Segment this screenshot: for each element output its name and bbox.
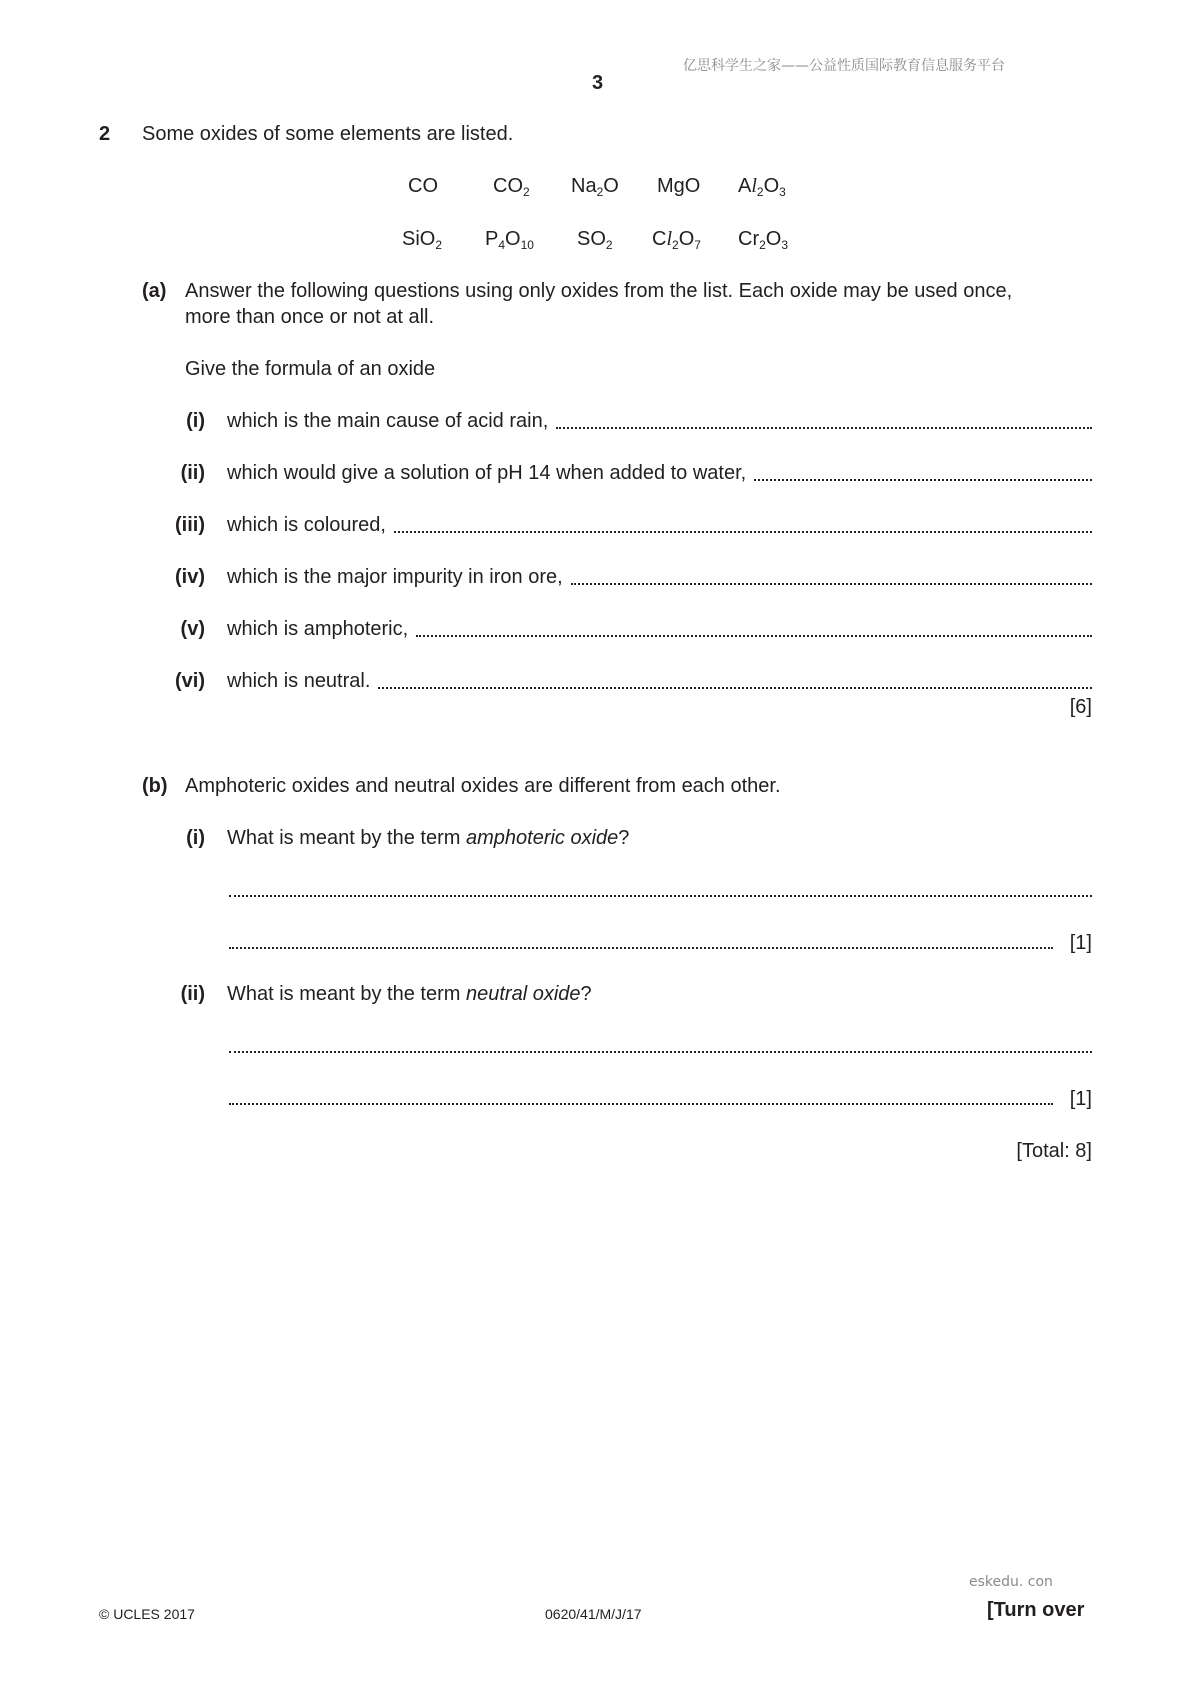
turn-over: [Turn over	[987, 1599, 1085, 1621]
oxide-p4o10: $P_4O_{10}$	[485, 228, 534, 252]
oxide-mgo: MgO	[657, 175, 701, 197]
oxide-so2: $SO_2$	[577, 228, 613, 252]
oxide-cr2o3: $Cr_2O_3$	[738, 228, 789, 252]
oxide-cl2o7: $Cl_2O_7$	[652, 228, 701, 252]
part-b-stem: Amphoteric oxides and neutral oxides are different from each other.	[185, 775, 781, 797]
answer-line[interactable]	[394, 531, 1092, 533]
item-text: which is the major impurity in iron ore,	[227, 566, 563, 588]
item-text: which is coloured,	[227, 514, 386, 536]
part-a-instruction-line2: more than once or not at all.	[185, 306, 435, 328]
answer-row-ii	[227, 461, 1092, 485]
answer-line[interactable]	[556, 427, 1092, 429]
oxide-co: CO	[408, 175, 438, 197]
answer-line[interactable]	[229, 947, 1053, 949]
item-number: (ii)	[180, 983, 205, 1005]
question-number: 2	[99, 123, 111, 145]
answer-row-iv	[227, 565, 1092, 589]
part-a-label: (a)	[142, 280, 167, 302]
item-text: which is neutral.	[227, 670, 371, 692]
page-number: 3	[592, 72, 604, 94]
oxide-na2o: $Na_2O$	[571, 175, 619, 199]
item-number: (i)	[186, 410, 205, 432]
item-number: (v)	[180, 618, 205, 640]
item-number: (vi)	[175, 670, 205, 692]
answer-line[interactable]	[229, 895, 1092, 897]
item-text: which is amphoteric,	[227, 618, 409, 640]
header-watermark: 亿思科学生之家——公益性质国际教育信息服务平台	[683, 58, 1005, 74]
oxide-al2o3: $Al_2O_3$	[738, 175, 786, 199]
part-a-marks: [6]	[1069, 696, 1092, 718]
item-text: which is the main cause of acid rain,	[227, 410, 549, 432]
question-stem: Some oxides of some elements are listed.	[142, 123, 514, 145]
item-number: (iv)	[175, 566, 205, 588]
answer-line[interactable]	[229, 1051, 1092, 1053]
part-b-i-marks: [1]	[1069, 932, 1092, 954]
total-marks: [Total: 8]	[1016, 1140, 1092, 1162]
oxide-co2: $CO_2$	[493, 175, 530, 199]
footer-code: 0620/41/M/J/17	[545, 1606, 642, 1622]
answer-line[interactable]	[378, 687, 1092, 689]
footer-copyright: © UCLES 2017	[99, 1606, 195, 1622]
answer-line[interactable]	[416, 635, 1092, 637]
answer-line[interactable]	[571, 583, 1092, 585]
footer-site: eskedu. con	[969, 1574, 1053, 1590]
part-a-prompt: Give the formula of an oxide	[185, 358, 436, 380]
oxide-sio2: SiO$_2$	[402, 228, 443, 252]
item-number: (ii)	[180, 462, 205, 484]
answer-row-vi	[227, 669, 1092, 693]
item-number: (i)	[186, 827, 205, 849]
item-text: which would give a solution of pH 14 when added to water,	[227, 462, 747, 484]
part-b-i-question: What is meant by the term amphoteric oxide?	[227, 827, 630, 849]
part-b-label: (b)	[142, 775, 168, 797]
part-b-ii-question: What is meant by the term neutral oxide?	[227, 983, 592, 1005]
part-a-instruction-line1: Answer the following questions using only oxides from the list. Each oxide may be used once,	[185, 280, 1013, 302]
answer-row-iii	[227, 513, 1092, 537]
part-b-ii-marks: [1]	[1069, 1088, 1092, 1110]
answer-row-i	[227, 409, 1092, 433]
answer-row-v	[227, 617, 1092, 641]
answer-line[interactable]	[754, 479, 1092, 481]
answer-line[interactable]	[229, 1103, 1053, 1105]
item-number: (iii)	[175, 514, 205, 536]
